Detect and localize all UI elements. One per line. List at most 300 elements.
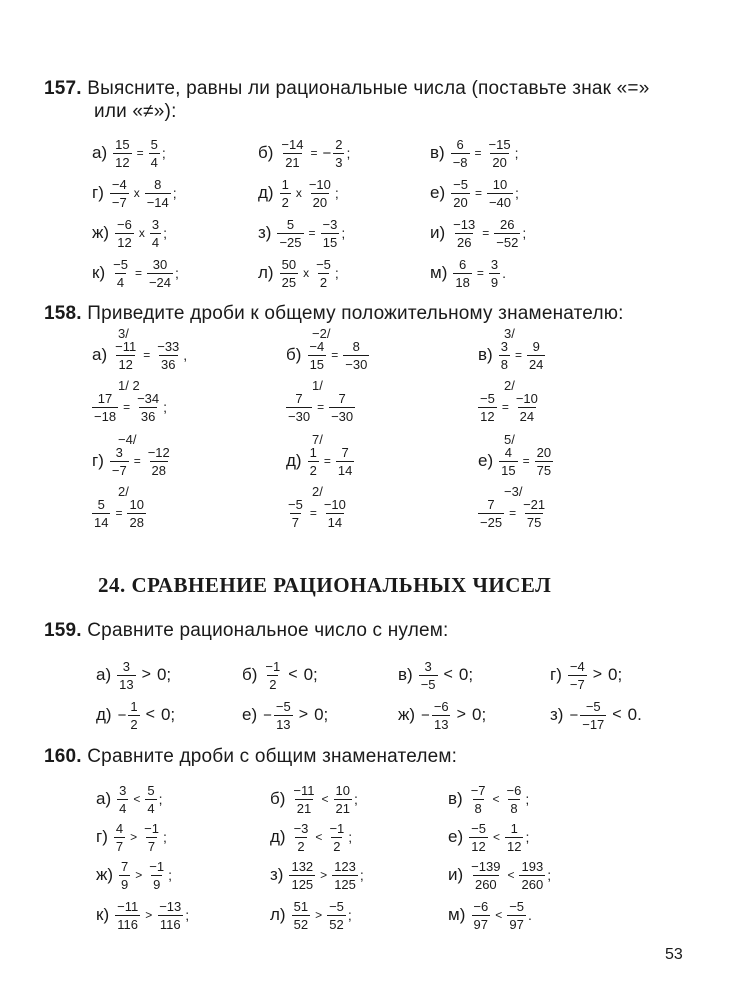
numerator: 7: [295, 390, 303, 406]
relation-sign: =: [514, 348, 522, 362]
numerator: −6: [117, 216, 132, 232]
problem-text: или «≠»):: [94, 101, 177, 122]
fraction: [499, 339, 510, 372]
fraction: [327, 821, 346, 854]
numerator: 8: [352, 338, 360, 354]
punctuation: ,: [183, 347, 188, 363]
fraction: [147, 859, 166, 892]
numerator: −13: [453, 216, 476, 232]
item-label: з): [270, 865, 284, 884]
denominator: 21: [285, 154, 300, 170]
fraction: [478, 497, 504, 530]
problem-158-heading: [44, 303, 624, 325]
numerator: −3: [322, 216, 338, 232]
exercise-item: [92, 332, 187, 378]
fraction: [535, 445, 553, 478]
denominator: 26: [456, 234, 472, 250]
fraction: [110, 445, 129, 478]
numerator: 20: [536, 444, 552, 460]
item-label: з): [550, 705, 564, 724]
denominator: 2: [319, 274, 328, 290]
denominator: −25: [480, 514, 503, 530]
punctuation: ;: [334, 185, 339, 201]
exercise-item: [398, 692, 492, 738]
punctuation: ;: [525, 829, 530, 845]
numerator: −3: [293, 820, 309, 836]
fraction: [333, 137, 344, 170]
fraction: [453, 257, 471, 290]
denominator: 36: [161, 356, 176, 372]
numerator: 17: [97, 390, 113, 406]
fraction: [146, 445, 172, 478]
fraction: [280, 177, 291, 210]
punctuation: ;: [359, 867, 364, 883]
punctuation: ;: [175, 265, 179, 281]
punctuation: ;: [353, 791, 358, 807]
denominator: 260: [521, 876, 544, 892]
relation-sign: =: [522, 454, 530, 468]
numerator: 132: [291, 858, 314, 874]
denominator: 28: [129, 514, 144, 530]
handwritten-multiplier: −4/: [118, 432, 137, 447]
denominator: 9: [121, 876, 129, 892]
fraction: [111, 257, 130, 290]
exercise-item: [550, 692, 648, 738]
numerator: 51: [293, 898, 309, 914]
minus-sign: −: [263, 706, 272, 724]
fraction: [334, 783, 352, 816]
numerator: 7: [487, 496, 495, 512]
numerator: 10: [335, 782, 350, 798]
relation-sign: x: [295, 186, 302, 200]
numerator: 5: [150, 136, 158, 152]
numerator: −5: [471, 820, 486, 836]
numerator: 3: [151, 216, 160, 232]
problem-text: Сравните дроби с общим знаменателем:: [87, 746, 458, 767]
numerator: 4: [504, 444, 512, 460]
relation-sign: x: [303, 266, 310, 280]
denominator: 21: [335, 800, 350, 816]
punctuation: ;: [348, 829, 353, 845]
fraction: [451, 217, 477, 250]
handwritten-multiplier: 3/: [504, 326, 515, 341]
fraction: [292, 821, 311, 854]
denominator: 21: [296, 800, 312, 816]
denominator: 12: [471, 838, 486, 854]
denominator: 12: [115, 154, 130, 170]
handwritten-multiplier: −3/: [504, 484, 523, 499]
denominator: 8: [510, 800, 518, 816]
fraction: [314, 257, 333, 290]
numerator: −5: [275, 698, 291, 714]
denominator: 52: [293, 916, 309, 932]
numerator: 3: [119, 782, 127, 798]
item-label: м): [430, 263, 448, 282]
numerator: −6: [473, 898, 489, 914]
relation-sign: >: [320, 868, 328, 882]
denominator: 8: [474, 800, 482, 816]
numerator: 2: [335, 136, 343, 152]
fraction: [145, 783, 156, 816]
relation-sign: =: [331, 348, 339, 362]
punctuation: .: [528, 907, 532, 923]
fraction: [157, 899, 183, 932]
fraction: [451, 177, 470, 210]
numerator: −5: [329, 898, 344, 914]
denominator: 24: [528, 356, 544, 372]
numerator: 5: [286, 216, 295, 232]
numerator: −11: [117, 898, 139, 914]
denominator: 12: [117, 234, 132, 250]
zero-value: 0;: [458, 665, 474, 684]
relation-sign: =: [474, 186, 482, 200]
denominator: 7: [147, 838, 156, 854]
numerator: −4: [569, 658, 585, 674]
fraction: [343, 339, 369, 372]
relation-sign: =: [123, 400, 131, 414]
denominator: 20: [453, 194, 468, 210]
minus-sign: −: [322, 144, 332, 162]
fraction: [307, 177, 333, 210]
relation-sign: <: [288, 666, 298, 683]
problem-text: Выясните, равны ли рациональные числа (поставьте знак «=»: [87, 78, 650, 99]
fraction: [115, 899, 140, 932]
problem-159-heading: [44, 620, 449, 642]
item-label: а): [96, 665, 112, 684]
punctuation: ;: [347, 907, 352, 923]
fraction: [469, 821, 488, 854]
fraction: [469, 859, 502, 892]
denominator: 75: [536, 462, 552, 478]
numerator: −14: [281, 136, 304, 152]
numerator: 7: [341, 444, 349, 460]
problem-number: 160.: [44, 746, 82, 767]
fraction: [307, 339, 326, 372]
numerator: 15: [115, 136, 130, 152]
relation-sign: =: [136, 146, 144, 160]
zero-value: 0;: [471, 705, 487, 724]
denominator: 12: [118, 356, 133, 372]
exercise-item: [96, 892, 189, 938]
exercise-item: [430, 250, 506, 296]
denominator: 18: [455, 274, 470, 290]
fraction: [149, 137, 160, 170]
relation-sign: >: [135, 868, 143, 882]
relation-sign: =: [310, 146, 318, 160]
relation-sign: >: [130, 830, 138, 844]
denominator: −5: [420, 676, 436, 692]
item-label: е): [448, 827, 464, 846]
item-label: д): [96, 705, 112, 724]
exercise-item: [448, 892, 532, 938]
punctuation: ;: [163, 225, 167, 241]
denominator: 2: [281, 194, 289, 210]
denominator: 4: [150, 154, 158, 170]
relation-sign: =: [317, 400, 325, 414]
item-label: г): [92, 451, 104, 470]
fraction: [135, 391, 161, 424]
punctuation: ;: [163, 399, 168, 415]
item-label: ж): [96, 865, 114, 884]
handwritten-multiplier: 2/: [312, 484, 323, 499]
numerator: −5: [509, 898, 525, 914]
item-label: л): [270, 905, 286, 924]
fraction: [327, 899, 346, 932]
fraction: [292, 899, 310, 932]
item-label: г): [96, 827, 108, 846]
numerator: 6: [458, 256, 467, 272]
denominator: 260: [474, 876, 497, 892]
item-label: м): [448, 905, 466, 924]
relation-sign: <: [443, 666, 453, 683]
denominator: 2: [130, 716, 138, 732]
fraction: [142, 821, 161, 854]
numerator: 7: [121, 858, 129, 874]
relation-sign: >: [315, 908, 323, 922]
numerator: −11: [115, 338, 137, 354]
denominator: 52: [329, 916, 344, 932]
numerator: 3: [122, 658, 130, 674]
handwritten-multiplier: 1/ 2: [118, 378, 140, 393]
exercise-item: [96, 692, 181, 738]
punctuation: ;: [162, 829, 167, 845]
denominator: −7: [111, 462, 127, 478]
numerator: 1: [510, 820, 518, 836]
denominator: −30: [331, 408, 354, 424]
handwritten-multiplier: 1/: [312, 378, 323, 393]
exercise-item: [270, 892, 352, 938]
fraction: [471, 899, 490, 932]
fraction: [322, 497, 348, 530]
denominator: 9: [490, 274, 499, 290]
relation-sign: >: [298, 706, 309, 723]
exercise-item: [478, 438, 553, 484]
denominator: 15: [309, 356, 325, 372]
numerator: 1: [130, 698, 138, 714]
punctuation: ;: [172, 185, 177, 201]
item-label: д): [258, 183, 274, 202]
numerator: −6: [506, 782, 522, 798]
numerator: −21: [523, 496, 546, 512]
item-label: г): [92, 183, 104, 202]
numerator: −4: [111, 176, 127, 192]
numerator: −5: [453, 176, 468, 192]
section-title: 24. СРАВНЕНИЕ РАЦИОНАЛЬНЫХ ЧИСЕЛ: [98, 573, 552, 597]
numerator: 3: [115, 444, 123, 460]
fraction: [419, 659, 438, 692]
fraction: [505, 821, 523, 854]
numerator: 10: [492, 176, 508, 192]
fraction: [117, 659, 135, 692]
punctuation: ;: [525, 791, 530, 807]
handwritten-multiplier: −2/: [312, 326, 331, 341]
numerator: −13: [159, 898, 182, 914]
zero-value: 0;: [303, 665, 318, 684]
numerator: 7: [338, 390, 346, 406]
relation-sign: =: [133, 454, 141, 468]
relation-sign: =: [323, 454, 331, 468]
denominator: 14: [337, 462, 353, 478]
item-label: б): [270, 789, 286, 808]
zero-value: 0;: [314, 705, 329, 724]
numerator: 9: [532, 338, 540, 354]
problem-text: Приведите дроби к общему положительному знаменателю:: [87, 303, 624, 324]
denominator: 4: [151, 234, 160, 250]
denominator: −24: [148, 274, 172, 290]
fraction: [499, 445, 517, 478]
numerator: 1: [309, 444, 317, 460]
numerator: −5: [316, 256, 331, 272]
numerator: −1: [149, 858, 165, 874]
numerator: 6: [456, 136, 464, 152]
numerator: 26: [500, 216, 515, 232]
numerator: 3: [500, 338, 508, 354]
punctuation: ;: [158, 791, 163, 807]
numerator: −1: [329, 820, 345, 836]
item-label: г): [550, 665, 562, 684]
denominator: 7: [115, 838, 124, 854]
fraction: [308, 445, 319, 478]
denominator: −52: [496, 234, 519, 250]
fraction: [507, 899, 526, 932]
relation-sign: =: [501, 400, 509, 414]
numerator: −4: [309, 338, 325, 354]
item-label: б): [242, 665, 258, 684]
punctuation: .: [502, 265, 506, 281]
fraction: [92, 497, 110, 530]
fraction: [286, 497, 305, 530]
item-label: д): [286, 451, 302, 470]
denominator: 97: [473, 916, 488, 932]
item-label: ж): [92, 223, 110, 242]
denominator: 3: [335, 154, 343, 170]
fraction: [113, 339, 138, 372]
relation-sign: x: [133, 186, 140, 200]
fraction: [487, 137, 513, 170]
fraction: [291, 783, 316, 816]
problem-157-heading: [44, 78, 650, 100]
fraction: [469, 783, 488, 816]
item-label: з): [258, 223, 272, 242]
fraction: [489, 257, 500, 290]
denominator: 125: [334, 876, 356, 892]
fraction: [321, 217, 340, 250]
relation-sign: =: [309, 506, 317, 520]
fraction: [147, 257, 173, 290]
fraction: [110, 177, 129, 210]
punctuation: ;: [547, 867, 552, 883]
denominator: 4: [116, 274, 125, 290]
punctuation: ;: [334, 265, 339, 281]
punctuation: ;: [168, 867, 173, 883]
relation-sign: <: [145, 706, 155, 723]
item-label: к): [92, 263, 106, 282]
relation-sign: =: [134, 266, 142, 280]
problem-160-heading: [44, 746, 457, 768]
fraction: [286, 391, 312, 424]
denominator: 14: [327, 514, 343, 530]
denominator: 125: [291, 876, 314, 892]
numerator: −10: [308, 176, 331, 192]
denominator: 2: [297, 838, 305, 854]
fraction: [487, 177, 513, 210]
denominator: 4: [147, 800, 155, 816]
denominator: −8: [452, 154, 468, 170]
denominator: 8: [500, 356, 508, 372]
relation-sign: <: [492, 792, 500, 806]
denominator: 36: [140, 408, 156, 424]
denominator: 7: [291, 514, 300, 530]
numerator: 5: [147, 782, 155, 798]
relation-sign: >: [141, 666, 151, 683]
numerator: −15: [488, 136, 511, 152]
item-label: а): [92, 345, 108, 364]
denominator: −18: [94, 408, 117, 424]
relation-sign: =: [476, 266, 484, 280]
relation-sign: <: [495, 908, 503, 922]
punctuation: ;: [514, 145, 519, 161]
fraction: [514, 391, 540, 424]
fraction: [329, 391, 355, 424]
exercise-item: [242, 692, 334, 738]
relation-sign: =: [143, 348, 151, 362]
fraction: [521, 497, 547, 530]
fraction: [451, 137, 470, 170]
exercise-item: [258, 250, 339, 296]
handwritten-multiplier: 2/: [504, 378, 515, 393]
relation-sign: =: [509, 506, 517, 520]
relation-sign: <: [315, 830, 323, 844]
numerator: 3: [424, 658, 432, 674]
denominator: 13: [276, 716, 291, 732]
denominator: 14: [94, 514, 109, 530]
fraction: [580, 699, 606, 732]
zero-value: 0;: [160, 705, 176, 724]
minus-sign: −: [421, 706, 430, 724]
relation-sign: <: [507, 868, 515, 882]
item-label: и): [430, 223, 446, 242]
exercise-item: [92, 250, 179, 296]
denominator: 28: [151, 462, 166, 478]
numerator: 193: [521, 858, 544, 874]
item-label: б): [258, 143, 274, 162]
numerator: −7: [470, 782, 486, 798]
zero-value: 0;: [156, 665, 172, 684]
fraction: [277, 217, 303, 250]
relation-sign: x: [138, 226, 145, 240]
numerator: −5: [480, 390, 495, 406]
numerator: −1: [265, 658, 281, 674]
denominator: −14: [146, 194, 169, 210]
punctuation: ;: [515, 185, 519, 201]
numerator: 123: [334, 858, 356, 874]
handwritten-multiplier: 2/: [118, 484, 129, 499]
denominator: 2: [269, 676, 277, 692]
fraction: [494, 217, 520, 250]
problem-number: 158.: [44, 303, 82, 324]
fraction: [568, 659, 587, 692]
item-label: е): [242, 705, 258, 724]
fraction: [332, 859, 358, 892]
denominator: 12: [506, 838, 522, 854]
denominator: −30: [345, 356, 368, 372]
denominator: 15: [322, 234, 338, 250]
item-label: ж): [398, 705, 416, 724]
numerator: 30: [152, 256, 168, 272]
numerator: −33: [157, 338, 180, 354]
item-label: е): [478, 451, 494, 470]
zero-value: 0.: [627, 705, 642, 724]
